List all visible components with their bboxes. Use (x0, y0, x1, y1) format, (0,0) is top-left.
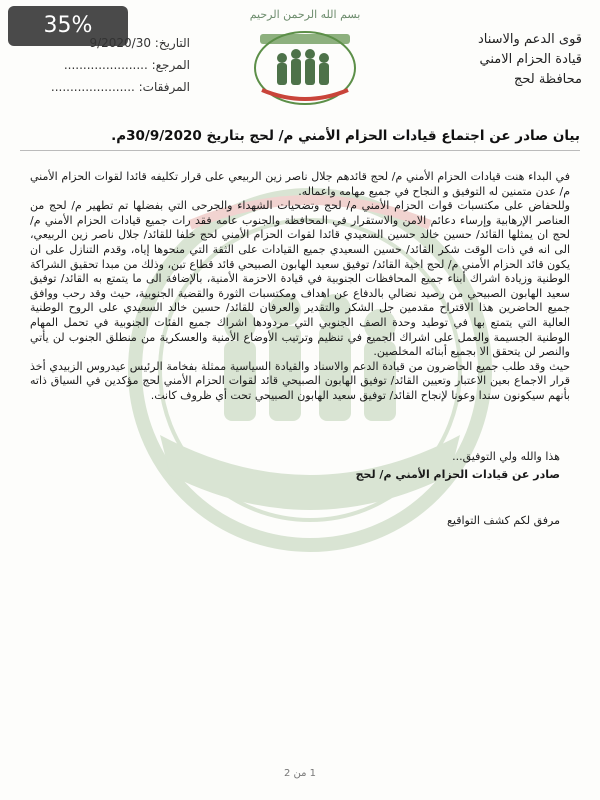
org-line-3: محافظة لحج (513, 72, 582, 87)
header-organization (432, 30, 582, 90)
attachments-field: المرفقات: ...................... (50, 80, 190, 94)
org-line-2: قيادة الحزام الامني (479, 52, 582, 67)
header-meta (40, 32, 190, 98)
battery-percent-badge: 35% (8, 6, 128, 46)
paragraph: في البداء هنت قيادات الحزام الأمني م/ لحج قائدهم جلال ناصر زين الربيعي على قرار تكليفه قائدا لقوات الحزام الأمني م/ عدن متمنين له التوفيق و النجاح في جميع مهامه واعماله. (30, 170, 570, 198)
date-field: التاريخ: 9/2020/30 (89, 36, 190, 50)
basmala: بسم الله الرحمن الرحيم (249, 8, 361, 21)
page-number: 1 من 2 (283, 768, 317, 779)
issuer-line: صادر عن قيادات الحزام الأمني م/ لحج (355, 468, 560, 481)
paragraph: حيث وقد طلب جميع الحاضرون من قيادة الدعم والاسناد والقيادة السياسية ممثلة بفخامة الرئيس عيدروس الزبيدي أخذ قرار الاجماع بعين الاعتبار وتعيين القائد/ توفيق الهابون الصبيحي قائد لقوات الحزام الأمني لحج مؤكدين في السياق ذاته بأنهم سيكونون سندا وعونا لإنجاح القائد/ توفيق سعيد الهابون الصبيحي تحت أي ظروف كانت. (30, 359, 570, 402)
paragraph: وللحفاض على مكتسبات قوات الحزام الأمني م/ لحج وتضحيات الشهداء والجرحى التي بفضلها تم تطهير م/ لحج من العناصر الإرهابية وإرساء دعائم الامن والاستقرار في المحافظة والجنوب عامه فقد رات جميع قيادات الحزام الأمني م/ لحج ان يمثلها القائد/ حسين خالد حسين السعيدي قائدا لقوات الحزام الأمني لحج خلفا للقائد/ جلال ناصر زين الربيعي، الى انه في ذات الوقت شكر القائد/ حسين السعيدي جميع القيادات على الثقة التي منحوها إياه، وقدم التنازل على ان يكون قائد الحزام الأمني م/ لحج اخية القائد/ توفيق سعيد الهابون الصبيحي قائد قطاع تبن، وذلك من مبدا تحقيق الشراكة الوطنية وزيادة اشراك أبناء جميع المحافظات الجنوبية في قيادة الاحزمة الأمنية، بالإضافة الى ما يتمتع به القائد/ توفيق سعيد الهابون الصبيحي من رصيد نضالي بالدفاع عن اهداف ومكتسبات الثورة والقضية الجنوبية، حيث وقد رحب ووافق جميع الحاضرين هذا الاقتراح مقدمين جل الشكر والتقدير والعرفان للقائد/ حسين خالد السعيدي على الروح الوطنية العالية التي يتمتع بها في توطيد وحدة الصف الجنوبي التي مردودها اشراك جميع الفئات الجنوبية في تحمل المهام الوطنية الجسيمة والعمل على اشراك الجميع في تنظيم وترتيب الأوضاع الأمنية والعسكرية من منطلق الجنوب لن يأتي والنصر لن يتحقق الا بجميع أبنائه المخلصين. (30, 199, 570, 359)
closing-block (356, 448, 560, 484)
reference-field: المرجع: ...................... (63, 58, 190, 72)
statement-body (30, 170, 570, 404)
title-divider (20, 150, 580, 151)
attachment-note: مرفق لكم كشف التواقيع (447, 514, 560, 527)
security-belt-logo (250, 28, 360, 108)
closing-line: هذا والله ولي التوفيق... (452, 450, 560, 463)
org-line-1: قوى الدعم والاسناد (477, 32, 582, 47)
statement-title: بيان صادر عن اجتماع قيادات الحزام الأمني م/ لحج بتاريخ 30/9/2020م. (111, 128, 580, 144)
